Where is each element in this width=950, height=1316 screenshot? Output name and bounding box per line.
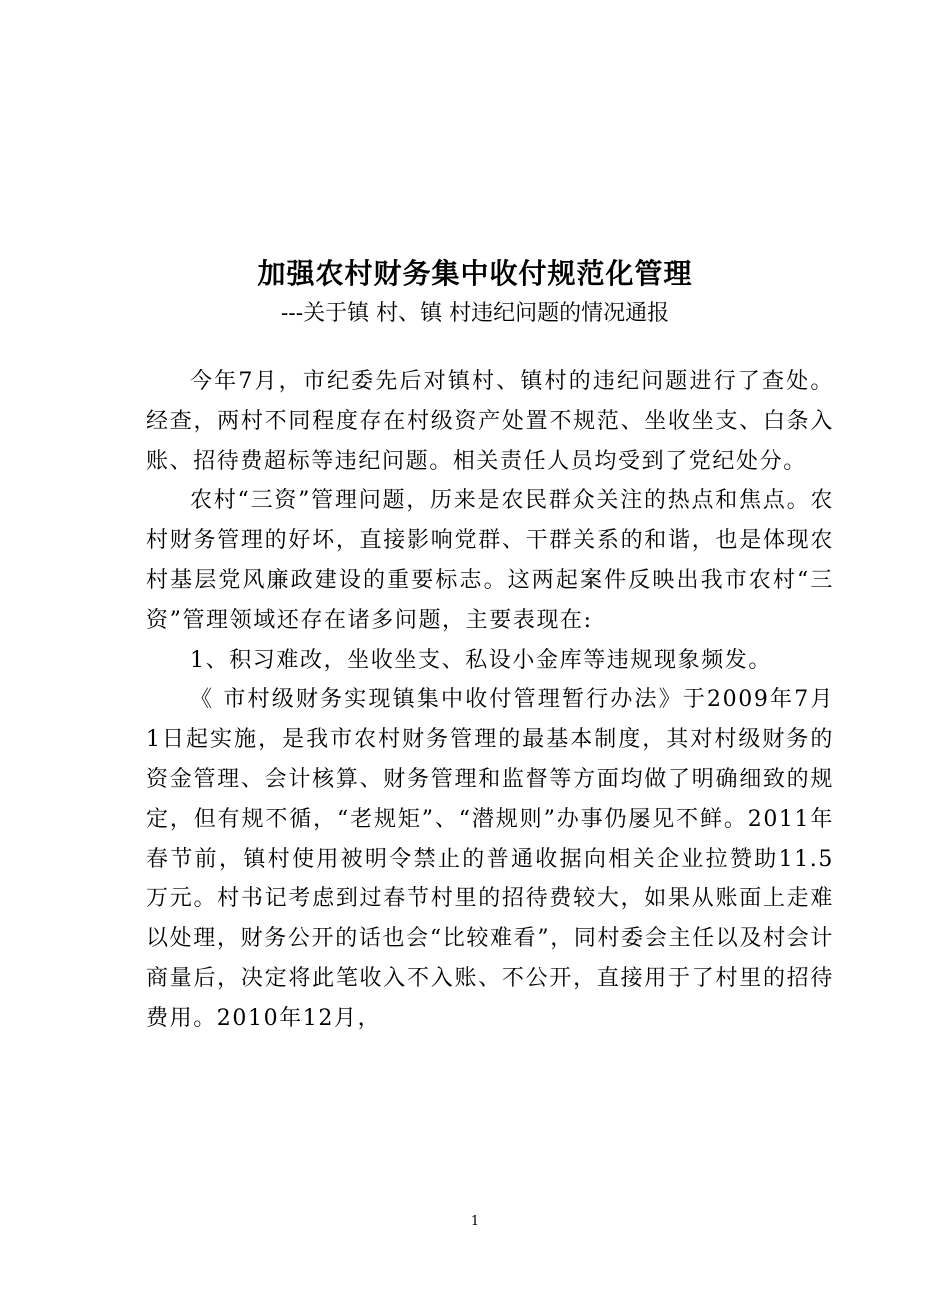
paragraph: 《 市村级财务实现镇集中收付管理暂行办法》于2009年7月1日起实施，是我市农村财务管理的最基本制度，其对村级财务的资金管理、会计核算、财务管理和监督等方面均做了明确细致的规定，但有规不循，“老规矩”、“潜规则”办事仍屡见不鲜。2011年春节前，镇村使用被明令禁止的普通收据向相关企业拉赞助11.5万元。村书记考虑到过春节村里的招待费较大，如果从账面上走难以处理，财务公开的话也会“比较难看”，同村委会主任以及村会计商量后，决定将此笔收入不入账、不公开，直接用于了村里的招待费用。2010年12月， <box>146 687 834 1031</box>
document-subtitle: ---关于镇 村、镇 村违纪问题的情况通报 <box>280 301 670 326</box>
page-number: 1 <box>470 1214 480 1229</box>
paragraph: 今年7月，市纪委先后对镇村、镇村的违纪问题进行了查处。经查，两村不同程度存在村级资产处置不规范、坐收坐支、白条入账、招待费超标等违纪问题。相关责任人员均受到了党纪处分。 <box>146 369 834 474</box>
document-title: 加强农村财务集中收付规范化管理 <box>257 257 693 290</box>
paragraph: 1、积习难改，坐收坐支、私设小金库等违规现象频发。 <box>190 647 772 673</box>
paragraph: 农村“三资”管理问题，历来是农民群众关注的热点和焦点。农村财务管理的好坏，直接影响党群、干群关系的和谐，也是体现农村基层党风廉政建设的重要标志。这两起案件反映出我市农村“三资”管理领域还存在诸多问题，主要表现在: <box>146 488 834 633</box>
document-body <box>146 362 834 1039</box>
